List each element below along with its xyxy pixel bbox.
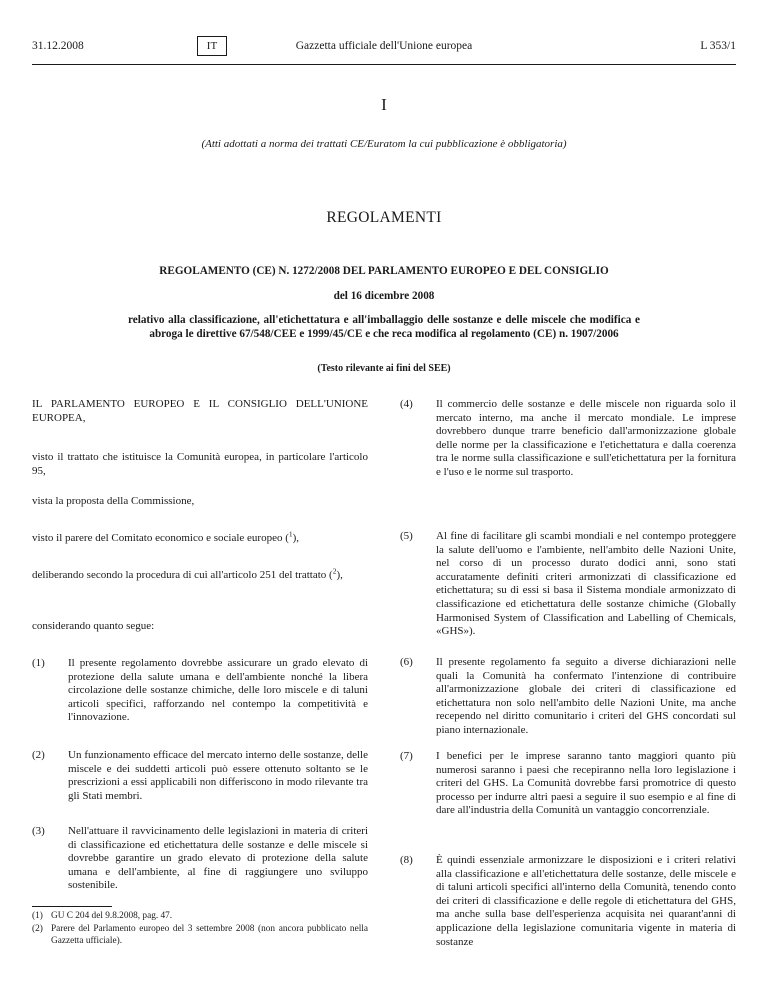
recital — [400, 656, 736, 740]
footnote-ref: 2 — [332, 566, 337, 576]
footnote-ref: 1 — [288, 529, 293, 539]
preamble-procedure-end: ), — [336, 569, 343, 581]
preamble-treaty: visto il trattato che istituisce la Comunità europea, in particolare l'articolo 95, — [32, 451, 368, 477]
journal-name: Gazzetta ufficiale dell'Unione europea — [295, 40, 473, 52]
recital-text: I benefici per le imprese saranno tanto maggiori quanto più numerosi saranno i paesi che recepiranno nella loro legislazione i criteri del GHS. La Comunità dovrebbe farsi promotrice di questo processo per indurre altri paesi a seguire il suo esempio e al fine di dare all'industria della Comunità un vantaggio concorrenziale. — [436, 750, 736, 817]
preamble-institutions: IL PARLAMENTO EUROPEO E IL CONSIGLIO DELL'UNIONE EUROPEA, — [32, 398, 368, 424]
recital-number: (1) — [32, 657, 45, 669]
recital-text: Il presente regolamento fa seguito a diverse dichiarazioni nelle quali la Comunità ha confermato l'intenzione di contribuire all'armonizzazione globale dei criteri di classificazione ed etichettatura non solo nell'ambito delle Nazioni Unite, ma anche recependo nel diritto comunitario i criteri del GHS concordati sul piano internazionale. — [436, 656, 736, 736]
recital — [32, 657, 368, 727]
footnote-text: GU C 204 del 9.8.2008, pag. 47. — [51, 911, 173, 921]
preamble-opinion-text: visto il parere del Comitato economico e sociale europeo ( — [32, 532, 289, 544]
recital — [400, 750, 736, 834]
recital-number: (6) — [400, 656, 413, 668]
recital-number: (4) — [400, 398, 413, 410]
recital — [400, 854, 736, 978]
acts-note: (Atti adottati a norma dei trattati CE/Euratom la cui pubblicazione è obbligatoria) — [201, 138, 567, 150]
recital-number: (5) — [400, 530, 413, 542]
footnote-number: (1) — [32, 911, 43, 921]
footnote-number: (2) — [32, 924, 43, 934]
recital-text: Al fine di facilitare gli scambi mondiali e nel contempo proteggere la salute dell'uomo e l'ambiente, nell'ambito delle Nazioni Unite, nel corso di un processo durato dodici anni, sono stati accuratamente definiti criteri armonizzati di classificazione ed etichettatura; su di essi si basa il Sistema mondiale armonizzato di classificazione ed etichettatura delle sostanze chimiche (Globally Harmonised System of Classification and Labelling of Chemicals, «GHS»). — [436, 530, 736, 638]
page-header — [32, 36, 736, 60]
language-badge: IT — [197, 36, 227, 56]
recital-text: Il presente regolamento dovrebbe assicurare un grado elevato di protezione della salute umana e dell'ambiente nonché la libera circolazione delle sostanze chimiche, delle loro miscele e di taluni articoli specifici, rafforzando nel contempo la competitività e l'innovazione. — [68, 657, 368, 724]
preamble-proposal: vista la proposta della Commissione, — [32, 495, 195, 507]
preamble-opinion-end: ), — [292, 532, 300, 544]
recital-number: (8) — [400, 854, 413, 866]
header-divider — [32, 64, 736, 65]
footnote-divider — [32, 906, 112, 907]
recital — [400, 530, 736, 640]
preamble-opinion — [32, 529, 368, 546]
preamble-whereas: considerando quanto segue: — [32, 620, 155, 632]
recital-number: (7) — [400, 750, 413, 762]
footnote — [32, 924, 368, 948]
page-reference: L 353/1 — [700, 40, 736, 52]
eea-note: (Testo rilevante ai fini del SEE) — [317, 363, 451, 374]
recital-text: Nell'attuare il ravvicinamento delle legislazioni in materia di criteri di classificazione ed etichettatura delle sostanze e delle miscele si dovrebbe garantire un grado elevato di protezione della salute umana e dell'ambiente, al fine di raggiungere uno sviluppo sostenibile. — [68, 825, 368, 892]
recital — [32, 749, 368, 805]
footnote-text: Parere del Parlamento europeo del 3 settembre 2008 (non ancora pubblicato nella Gazzetta ufficiale). — [51, 924, 368, 946]
section-title: REGOLAMENTI — [326, 209, 442, 226]
regulation-title: REGOLAMENTO (CE) N. 1272/2008 DEL PARLAMENTO EUROPEO E DEL CONSIGLIO — [159, 265, 609, 277]
recital-text: Il commercio delle sostanze e delle miscele non riguarda solo il mercato interno, ma anche il mercato mondiale. Le imprese dovrebbero dunque trarre beneficio dall'armonizzazione globale delle norme per la classificazione e l'etichettatura e dalla coerenza tra le norme sulla classificazione e sull'etichettatura per la fornitura e l'uso e le norme sul trasporto. — [436, 398, 736, 478]
recital-text: È quindi essenziale armonizzare le disposizioni e i criteri relativi alla classificazione e all'etichettatura delle sostanze, delle miscele e di taluni articoli specifici all'interno della Comunità, tenendo conto dei criteri di classificazione e delle regole di etichettatura del GHS, ma anche sulla base dell'esperienza acquisita nei quarant'anni di applicazione della legislazione comunitaria vigente in materia di sostanze — [436, 854, 736, 948]
recital-text: Un funzionamento efficace del mercato interno delle sostanze, delle miscele e dei suddetti articoli può essere ottenuto soltanto se le prescrizioni a essi applicabili non differiscono in modo rilevante tra gli Stati membri. — [68, 749, 368, 802]
part-number: I — [381, 95, 387, 114]
recital-number: (2) — [32, 749, 45, 761]
recital — [400, 398, 736, 494]
publication-date: 31.12.2008 — [32, 40, 84, 52]
footnote — [32, 911, 368, 923]
recital — [32, 825, 368, 895]
regulation-subject: relativo alla classificazione, all'etichettatura e all'imballaggio delle sostanze e delle miscele che modifica e abroga le direttive 67/548/CEE e 1999/45/CE e che reca modifica al regolamento (CE) n. 1907/2006 — [128, 314, 640, 340]
preamble-procedure-text: deliberando secondo la procedura di cui all'articolo 251 del trattato ( — [32, 569, 333, 581]
recital-number: (3) — [32, 825, 45, 837]
regulation-date: del 16 dicembre 2008 — [333, 290, 435, 302]
preamble-procedure — [32, 566, 368, 583]
